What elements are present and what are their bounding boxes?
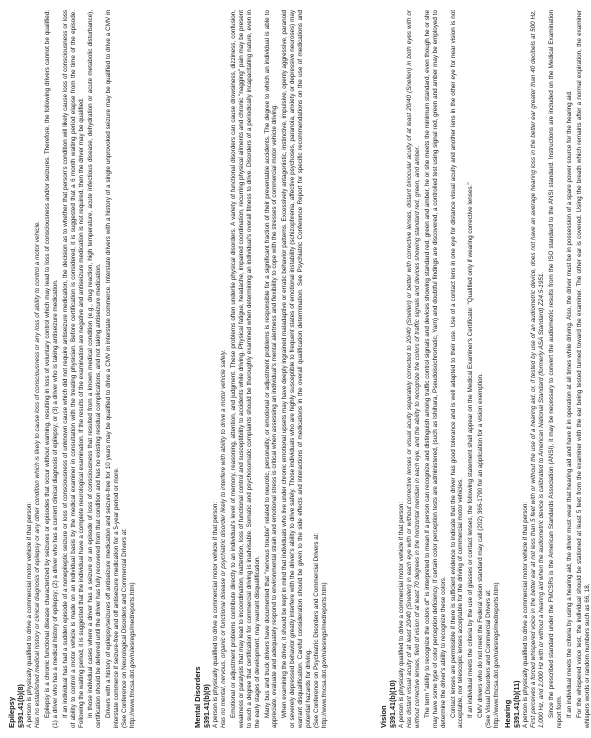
rule-quote: Has no established medical history or clinical diagnosis of epilepsy or any other condition which is likely to cause loss of consciousness or any loss of ability to control a motor vehicle. [33, 220, 41, 728]
rule-quote: Has distant visual acuity of at least 20/40 (Snellen) in each eye with or without corrective lenses or visual acuity separately corrected to 20/40 (Snellen) or better with corrective lenses, distant binocular acuity of at least 20/40 (Snellen) in both eyes with or without corrective lenses, field of vision of at least 70 degrees in the horizontal meridian in each eye, and the ability to recognize the colors of traffic signals and devices showing standard red, green, and amber. [405, 10, 421, 728]
paragraph: Emotional or adjustment problems contribute directly to an individual's level of memory, reasoning, attention, and judgment. These problems often underlie physical disorders. A variety of functional disorders can cause drowsiness, dizziness, confusion, weakness or paralysis that may lead to incoordination, inattention, loss of functional control and susceptibility to accidents while driving. Physical fatigue, headache, impaired coordination, recurring physical ailments and chronic "nagging" pain may be present to such a degree that certification for commercial driving is inadvisable. Somatic and psychosomatic complaints should be thoroughly examined when determining an individual's overall fitness to drive. Disorders of a periodically incapacitating nature, even in the early stages of development, may warrant disqualification. [229, 10, 261, 728]
see-reference: (See Visual Disorders and Commercial Drivers at: [485, 589, 493, 728]
see-reference: (See Conference on Neurological Disorders and Commercial Drivers at: [121, 528, 129, 728]
section-title: Mental Disorders [193, 666, 202, 728]
paragraph: In those individual cases where a driver has a seizure or an episode of loss of consciousness that resulted from a known medical condition (e.g., drug reaction, high temperature, acute infectious disease, dehydration or acute metabolic disturbance), certification should be deferred until the driver has fully recovered from that condition and has no existing residual complications, and not taking antiseizure medication. [87, 10, 103, 728]
paragraph: If an individual meets the criteria by using a hearing aid, the driver must wear that hearing aid and have it in operation at all times while driving. Also, the driver must be in possession of a spare power source for the hearing aid. [565, 90, 573, 718]
section-rule: §391.41(b)(8) [15, 684, 25, 728]
column-left [8, 10, 184, 728]
paragraph: Drivers with a history of epilepsy/seizures off antiseizure medication and seizure-free for 10 years may be qualified to drive a CMV in interstate commerce. Interstate drivers with a history of a single unprovoked seizure may be qualified to drive a CMV in interstate commerce if seizure-free and off antiseizure medication for a 5-year period or more. [105, 10, 121, 728]
section-rule: §391.41(b)(10) [387, 680, 397, 728]
section-title: Hearing [503, 699, 513, 728]
section-mental-disorders [194, 10, 329, 728]
section-rule: §391.41(b)(11) [511, 680, 521, 728]
paragraph: CMV drivers who do not meet the Federal vision standard may call (202) 366-1790 for an application for a vision exemption. [477, 373, 485, 718]
section-epilepsy [8, 10, 137, 728]
paragraph: A person is physically qualified to drive a commercial motor vehicle if that person: [212, 501, 219, 728]
paragraph: A person is physically qualified to drive a commercial motor vehicle if that person: [26, 501, 33, 728]
paragraph: A person is physically qualified to drive a commercial motor vehicle if that person: [522, 501, 530, 728]
see-reference: (See Conference on Psychiatric Disorders and Commercial Drivers at: [313, 532, 321, 728]
paragraph: For the whispered voice test, the individual should be stationed at least 5 feet from the examiner with the ear being tested turned toward the examiner. The other ear is covered. Using the breath which remains after a normal expiration, the examiner whispers words or random numbers such as 66, 18, [575, 10, 591, 728]
paragraph: Epilepsy is a chronic functional disease characterized by seizures or episodes that occur without warning, resulting in loss of voluntary control which may lead to loss of consciousness and/or seizures. Therefore, the following drivers cannot be qualified: (1) a driver who has a medical history of epilepsy; (2) a driver who has a current clinical diagnosis of epilepsy; or (3) a driver who is taking antiseizure medication. [43, 10, 59, 728]
paragraph: Many bus and truck drivers have documented that "nervous trouble" related to neurotic, personality, or emotional or adjustment problems is responsible for a significant fraction of their preventable accidents. The degree to which an individual is able to appreciate, evaluate and adequately respond to environmental strain and emotional stress is critical when assessing an individual's mental alertness and flexibility to cope with the stresses of commercial motor vehicle driving. [263, 10, 279, 728]
section-hearing [504, 10, 591, 728]
column-middle [194, 10, 370, 728]
section-title: Vision [379, 705, 388, 728]
paragraph: The term "ability to recognize the colors of" is interpreted to mean if a person can recognize and distinguish among traffic control signals and devices showing standard red, green and amber, he or she meets the minimum standard, even though he or she may have some type of color perception deficiency. If certain color perception tests are administered, (such as Ishihara, Pseudoisochromatic, Yarn) and doubtful findings are discovered, a controlled test using signal red, green and amber may be employed to determine the driver's ability to recognize these colors. [423, 10, 447, 728]
paragraph: Contact lenses are permissible if there is sufficient evidence to indicate that the driver has good tolerance and is well adapted to their use. Use of a contact lens in one eye for distance visual acuity and another lens in the other eye for near vision is not acceptable, nor telescopic lenses acceptable for the driving of commercial motor vehicles. [449, 10, 465, 728]
column-right [379, 10, 591, 728]
section-title: Epilepsy [7, 696, 16, 728]
reference-link[interactable]: http://www.fmcsa.dot.gov/rulesregs/medreports.htm) [493, 582, 501, 728]
section-vision [380, 10, 501, 728]
rule-quote: First perceives a forced whispered voice in the better ear at not less than 5 feet with or without the use of a hearing aid, or, if tested by use of an audiometric device, does not have an average hearing loss in the better ear greater than 40 decibels at 500 Hz, 1,000 Hz, and 2,000 Hz with or without a hearing aid when the audiometric device is calibrated to American National Standard (formerly ASA Standard) Z24.5-1951. [529, 10, 545, 728]
paragraph: If an individual has had a sudden episode of a nonepileptic seizure or loss of consciousness of unknown cause which did not require antiseizure medication, the decision as to whether that person's condition will likely cause loss of consciousness or loss of ability to control a motor vehicle is made on an individual basis by the medical examiner in consultation with the treating physician. Before certification is considered, it is suggested that a 6 month waiting period elapse from the time of the episode. Following the waiting period, it is suggested that the individual have a complete neurological examination. If the results of the examination are negative and antiseizure medication is not required, then the driver may be qualified. [61, 10, 85, 728]
reference-link[interactable]: http://www.fmcsa.dot.gov/rulesregs/medreports.htm) [129, 582, 137, 728]
rule-quote: Has no mental, nervous, organic or functional disease or psychiatric disorder likely to interfere with ability to drive a motor vehicle safely. [219, 349, 227, 728]
paragraph: A person is physically qualified to drive a commercial motor vehicle if that person: [398, 501, 405, 728]
section-rule: §391.41(b)(9) [201, 684, 211, 728]
paragraph: When examining the driver, it should be kept in mind that individuals who live under chronic emotional upsets may have deeply ingrained maladaptive or erratic behavior patterns. Excessively antagonistic, instinctive, impulsive, openly aggressive, paranoid or severely depressed behavior greatly interfere with the driver's ability to drive safely. Those individuals who are highly susceptible to frequent states of emotional instability (schizophrenia, affective psychoses, paranoia, anxiety or depressive neuroses) may warrant disqualification. Careful consideration should be given to the side effects and interactions of medications in the overall qualification determination. See Psychiatric Conference Report for specific recommendations on the use of medications and potential hazards for driving. [281, 10, 313, 728]
paragraph: Since the prescribed standard under the FMCSRs is the American Standards Association (ANSI), it may be necessary to convert the audiometric results from the ISO standard to the ANSI standard. Instructions are included on the Medical Examination report form. [547, 10, 563, 728]
reference-link[interactable]: http://www.fmcsa.dot.gov/rulesregs/medreports.htm) [320, 582, 328, 728]
paragraph: If an individual meets the criteria by the use of glasses or contact lenses, the following statement shall appear on the Medical Examiner's Certificate: "Qualified only if wearing corrective lenses." [467, 182, 475, 718]
